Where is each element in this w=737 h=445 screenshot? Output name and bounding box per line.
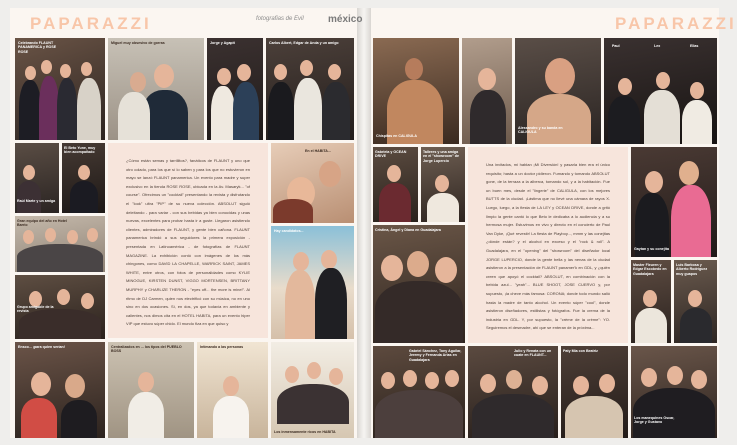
photo-julio-renata	[468, 346, 558, 438]
body-text: Una invitados, mi hablan ¡Mi Diversión! y pasarla bien era el único requisito; hasta a un doctor pidieron. Fumando y tomando ABSOLUT gone, de la terraza a la alberca, tomando sol, y a la habitación. Fue un buen mes, desde el "lingerie" de CALIGULA, con los mejores BUTTS de la ciudad. ¡Lástima que no llevé una cámara de rayos X. Luego, luego, a la fiesta de LA LEY y OCEAN DRIVE, donde a gritó limpio la gente cantó lo que Beto le dedicaba a lo audiencia y a su hermosa mujer. Estuvimos en vivo y directo en el concierto de Paul Van Dyke, ¡Qué revestir! La fiesta de Playboy..., mmm y las conejitas ¿dónde están? y el alcohol en exceso y el "rock & roll". A Guadalajara, en el "opening" del "showroom" del diseñador local JORGE LUPERCIO, donde la gente bella y las nenas de la ciudad asistieron a la presentación de FLAUNT panamer'k en GDL, y ¿quién creen que apoyó el cocktail? ABSOLUT, en combinación con la bebida azul... "yeah"... BLUE SHOOT, JOSE CUERVO y, por supuesto, ¡la cheve más famosa: CORONA; donde todo mundo salió hasta la madre de tanto alcohol. Un evento súper "cool", donde asistieron diseñadores, estilistas y fotógrafos. Fue la crema de la industria en GDL. Y, por supuesto, la "crème de la crème": YO. Seguiremos el desmadre, ahí que se enteran de la próxima...	[486, 162, 610, 331]
brand-logo: méxico	[328, 14, 363, 25]
photo-ensco	[15, 342, 105, 438]
photo-luis-alberto	[674, 260, 717, 343]
caption: Gabriela y OCEAN DRIVE	[375, 150, 407, 159]
photo-grupo-amigable	[15, 275, 105, 339]
caption: Lex	[654, 44, 661, 48]
tagline: fotografias de Evil	[256, 16, 304, 22]
photo-habita-couple	[271, 143, 354, 223]
caption: Miguel muy obsesivo de gorras	[111, 41, 165, 45]
caption: Chispitas en CALIGULA	[376, 134, 417, 138]
caption: Gabriel Sánchez, Tony Aguilar, Jeremy y Fernanda Arias en Guadalajara	[409, 349, 462, 362]
photo-gabriel-tony	[373, 346, 465, 438]
caption: Gran equipo del año en Hotel Barrio	[17, 219, 67, 228]
caption: Alessandro y su banda en CALIGULA	[518, 126, 563, 135]
photo-alessandro	[515, 38, 601, 144]
caption: Grupo amigable de la revista	[17, 305, 54, 314]
caption: Carlos Albert, Edgar de Anda y un amigo	[269, 41, 339, 45]
caption: Celebrando FLAUNT PANAMERICA y ROSE ROSE	[18, 41, 57, 54]
photo-intimando	[197, 342, 268, 438]
photo-cristina-angel-diana	[373, 225, 465, 343]
photo-manequines	[631, 346, 717, 438]
photo-paty-mia	[561, 346, 628, 438]
caption: Los inmensamente ricos en HABITA	[274, 430, 336, 434]
caption: Luis Barbosa y Alberto Rodríguez muy guapos	[676, 263, 708, 276]
photo-chispitas	[373, 38, 459, 144]
caption: Master Fleuren y Edgar Escobedo en Guadalajara	[633, 263, 667, 276]
caption: En el HABITA...	[305, 149, 331, 153]
left-page	[10, 8, 363, 438]
article-text-left	[108, 143, 268, 338]
photo-habita-ricos	[271, 342, 354, 438]
photo-gabriela	[373, 147, 418, 222]
photo-master-fleuren	[631, 260, 671, 343]
photo-raul	[15, 143, 59, 213]
masthead-right: PAPARAZZI	[615, 14, 737, 33]
caption: Julio y Renata con un cuate en FLAUNT...	[514, 349, 552, 358]
caption: Gaytan y su conejita	[634, 247, 669, 251]
caption: Intimando a las personas	[200, 345, 244, 349]
masthead-left: PAPARAZZI	[30, 14, 152, 33]
caption: Talleres y una amiga en el "showroom" de Jorge Lupercio	[423, 150, 459, 163]
caption: Los manequines Oscar, Jorge y Gustavo	[634, 416, 675, 425]
caption: Raúl Marte y un amiga	[17, 199, 56, 203]
photo-group-celebration	[15, 38, 105, 140]
photo-miguel	[108, 38, 204, 140]
caption: Ensco... ¡para quien serían!	[18, 345, 65, 349]
caption: Centralizados en ... los tipos del PUEBLO BOSS	[111, 345, 182, 354]
caption: Jorge y Agapit	[210, 41, 235, 45]
page-gutter	[357, 8, 371, 438]
photo-beto-yune	[62, 143, 105, 213]
caption: Hay candidatos...	[274, 229, 304, 233]
caption: Paul	[612, 44, 620, 48]
article-text-right	[468, 147, 628, 343]
right-page	[371, 8, 737, 438]
photo-centralizados	[108, 342, 194, 438]
body-text: ¿Cómo están semas y tarrillitos?, fanáticos de FLAUNT y uno que otro colado, para los que sí lo saben y para los que no estuvieron en mayo se lanzó FLAUNT panamerica. Un evento para madre y super exclusivo en la tienda ROSE ROSE, ubicada en la Av. Masaryk... "of course". Ofrecimos un "cocktail" presentando la revista y disfrutando el "look" ultra "PIP" de su nueva colección. ABSOLUT siguió deleitando - para variar - con sus bebidas ya bien conocidas y unas nuevas, excelentes para probar hasta ir a guste. Llegaron asistiendo clientes, admiradores de FLAUNT, y gente bien cañona. FLAUNT panamerica brindó a sus seguidores la primera exposición - presentada en Latinoamérica - de fotografías de FLAUNT MAGAZINE. La exhibición contó con imágenes de los más chingones, como DAVID LA CHAPELLE, WARRICK SAINT, JAMES WHITE, entre otros, con fotos de personalidades como KYLIE MINOGUE, KIRSTEN DUNST, VIGGO MORTENSEN, BRITTANY MURPHY y CHARLIZE THERON - "eyes off... the more is mine!". Al ritmo de DJ Carmen, quien nos electrificó con su música, no en uno sino en dos ocasiones. Sí, en dos, ya que todavía en ambiente y calientes, nos dimos cita en el HOTEL HABITA, para un evento hiper VIP que estuvo súper chido. El mundo fiza en que quiso y	[126, 158, 250, 327]
photo-candidatos	[271, 226, 354, 339]
caption: Paty Mia con Beatriz	[563, 349, 598, 353]
photo-carlos-edgar	[266, 38, 354, 140]
photo-talleres	[421, 147, 465, 222]
photo-paul-lex-ellas	[604, 38, 717, 144]
photo-gaytan-conejita	[631, 147, 717, 257]
photo-jorge	[207, 38, 263, 140]
caption: Ellas	[690, 44, 699, 48]
photo-gran-equipo	[15, 216, 105, 272]
photo-caligula-b	[462, 38, 512, 144]
caption: El Beto Yune, muy bien acompañado	[64, 146, 96, 155]
caption: Cristina, Ángel y Diana en Guadalajara	[375, 228, 441, 232]
